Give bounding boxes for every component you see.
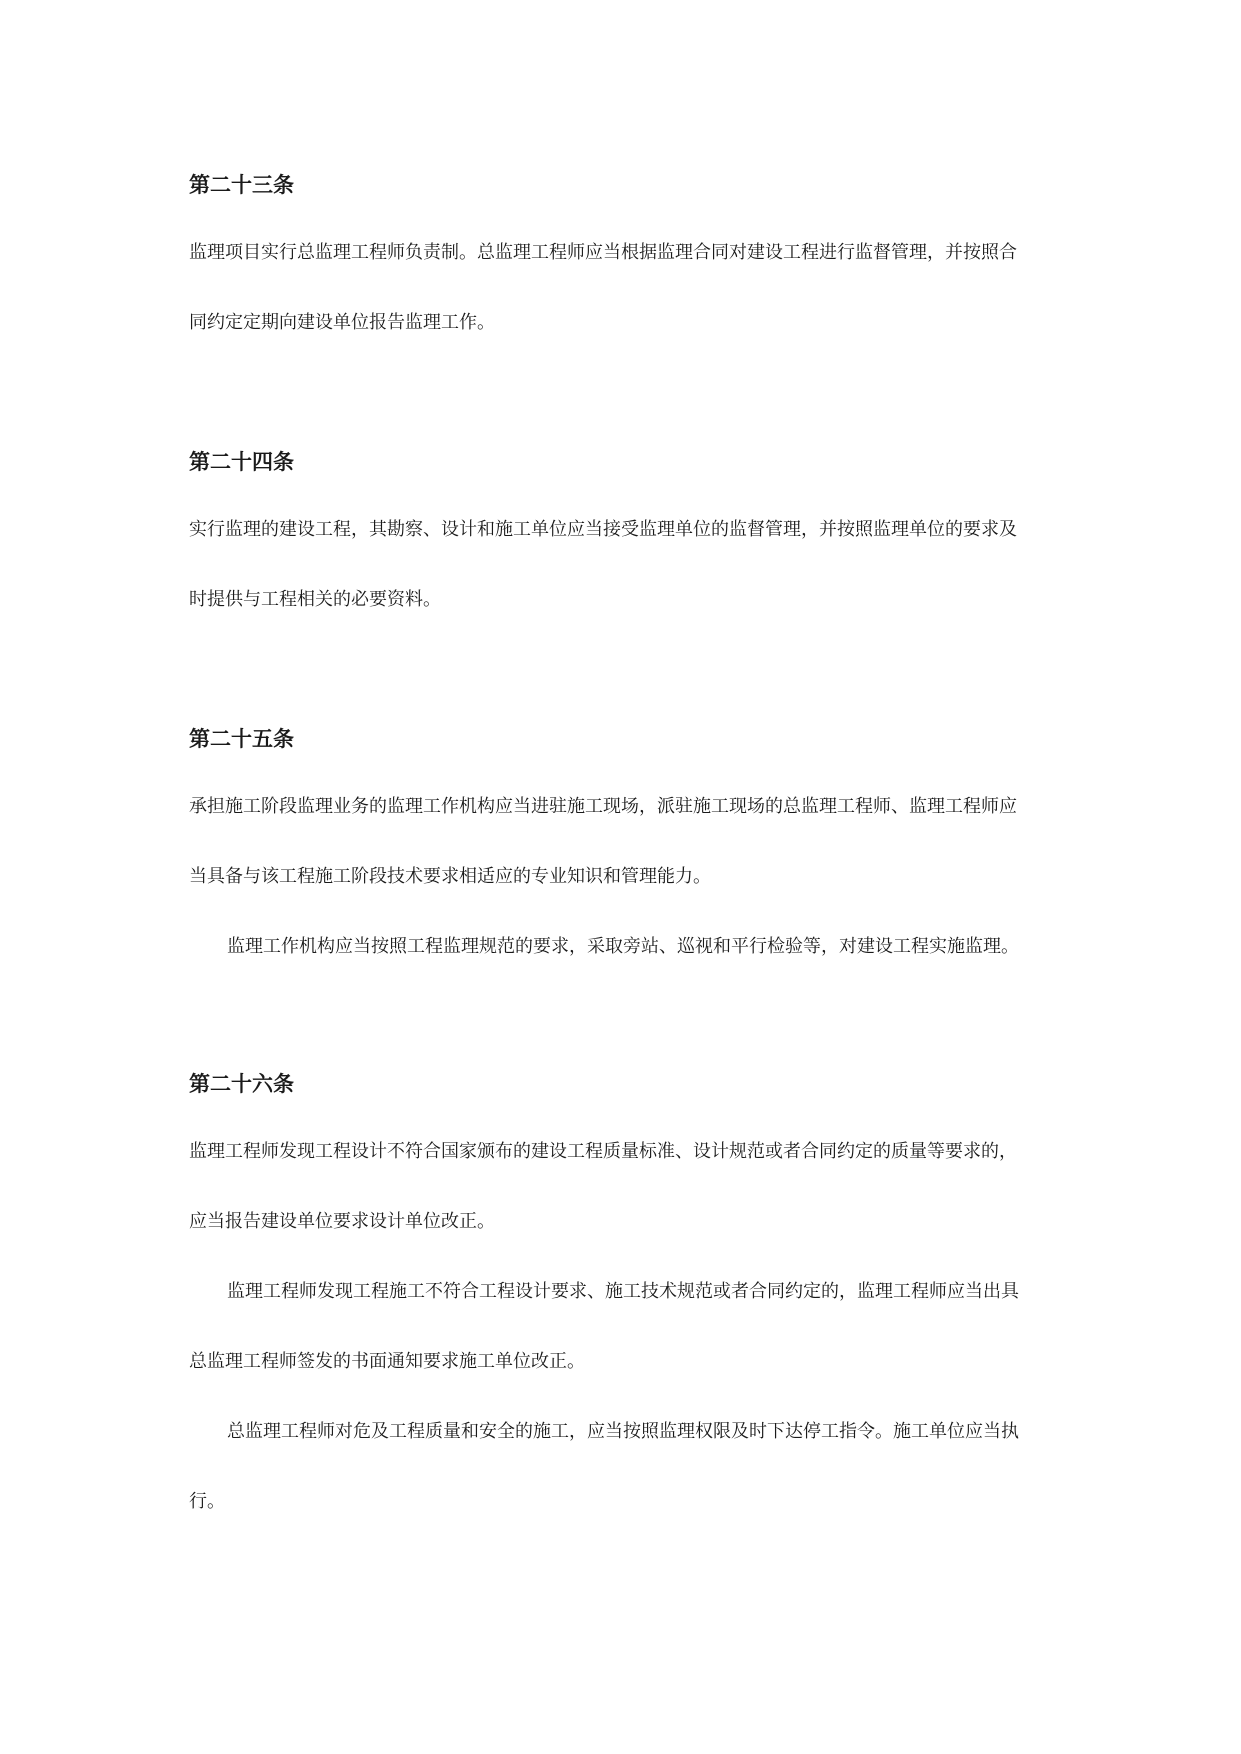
article-heading: 第二十五条 [189,727,294,751]
article-heading: 第二十四条 [189,450,294,474]
paragraph-line: 行。 [189,1491,225,1512]
paragraph-line: 实行监理的建设工程，其勘察、设计和施工单位应当接受监理单位的监督管理，并按照监理单位的要求及 [189,519,1017,540]
paragraph-line: 同约定定期向建设单位报告监理工作。 [189,312,495,333]
paragraph-line: 时提供与工程相关的必要资料。 [189,589,441,610]
paragraph-line: 监理工程师发现工程施工不符合工程设计要求、施工技术规范或者合同约定的，监理工程师应当出具 [227,1281,1019,1302]
article-heading: 第二十三条 [189,173,294,197]
paragraph-line: 应当报告建设单位要求设计单位改正。 [189,1211,495,1232]
article-heading: 第二十六条 [189,1072,294,1096]
paragraph-line: 监理工程师发现工程设计不符合国家颁布的建设工程质量标准、设计规范或者合同约定的质量等要求的， [189,1141,1017,1162]
paragraph-line: 监理工作机构应当按照工程监理规范的要求，采取旁站、巡视和平行检验等，对建设工程实施监理。 [227,936,1019,957]
paragraph-line: 承担施工阶段监理业务的监理工作机构应当进驻施工现场，派驻施工现场的总监理工程师、监理工程师应 [189,796,1017,817]
paragraph-line: 当具备与该工程施工阶段技术要求相适应的专业知识和管理能力。 [189,866,711,887]
paragraph-line: 总监理工程师对危及工程质量和安全的施工，应当按照监理权限及时下达停工指令。施工单位应当执 [227,1421,1019,1442]
paragraph-line: 监理项目实行总监理工程师负责制。总监理工程师应当根据监理合同对建设工程进行监督管理，并按照合 [189,242,1017,263]
paragraph-line: 总监理工程师签发的书面通知要求施工单位改正。 [189,1351,585,1372]
